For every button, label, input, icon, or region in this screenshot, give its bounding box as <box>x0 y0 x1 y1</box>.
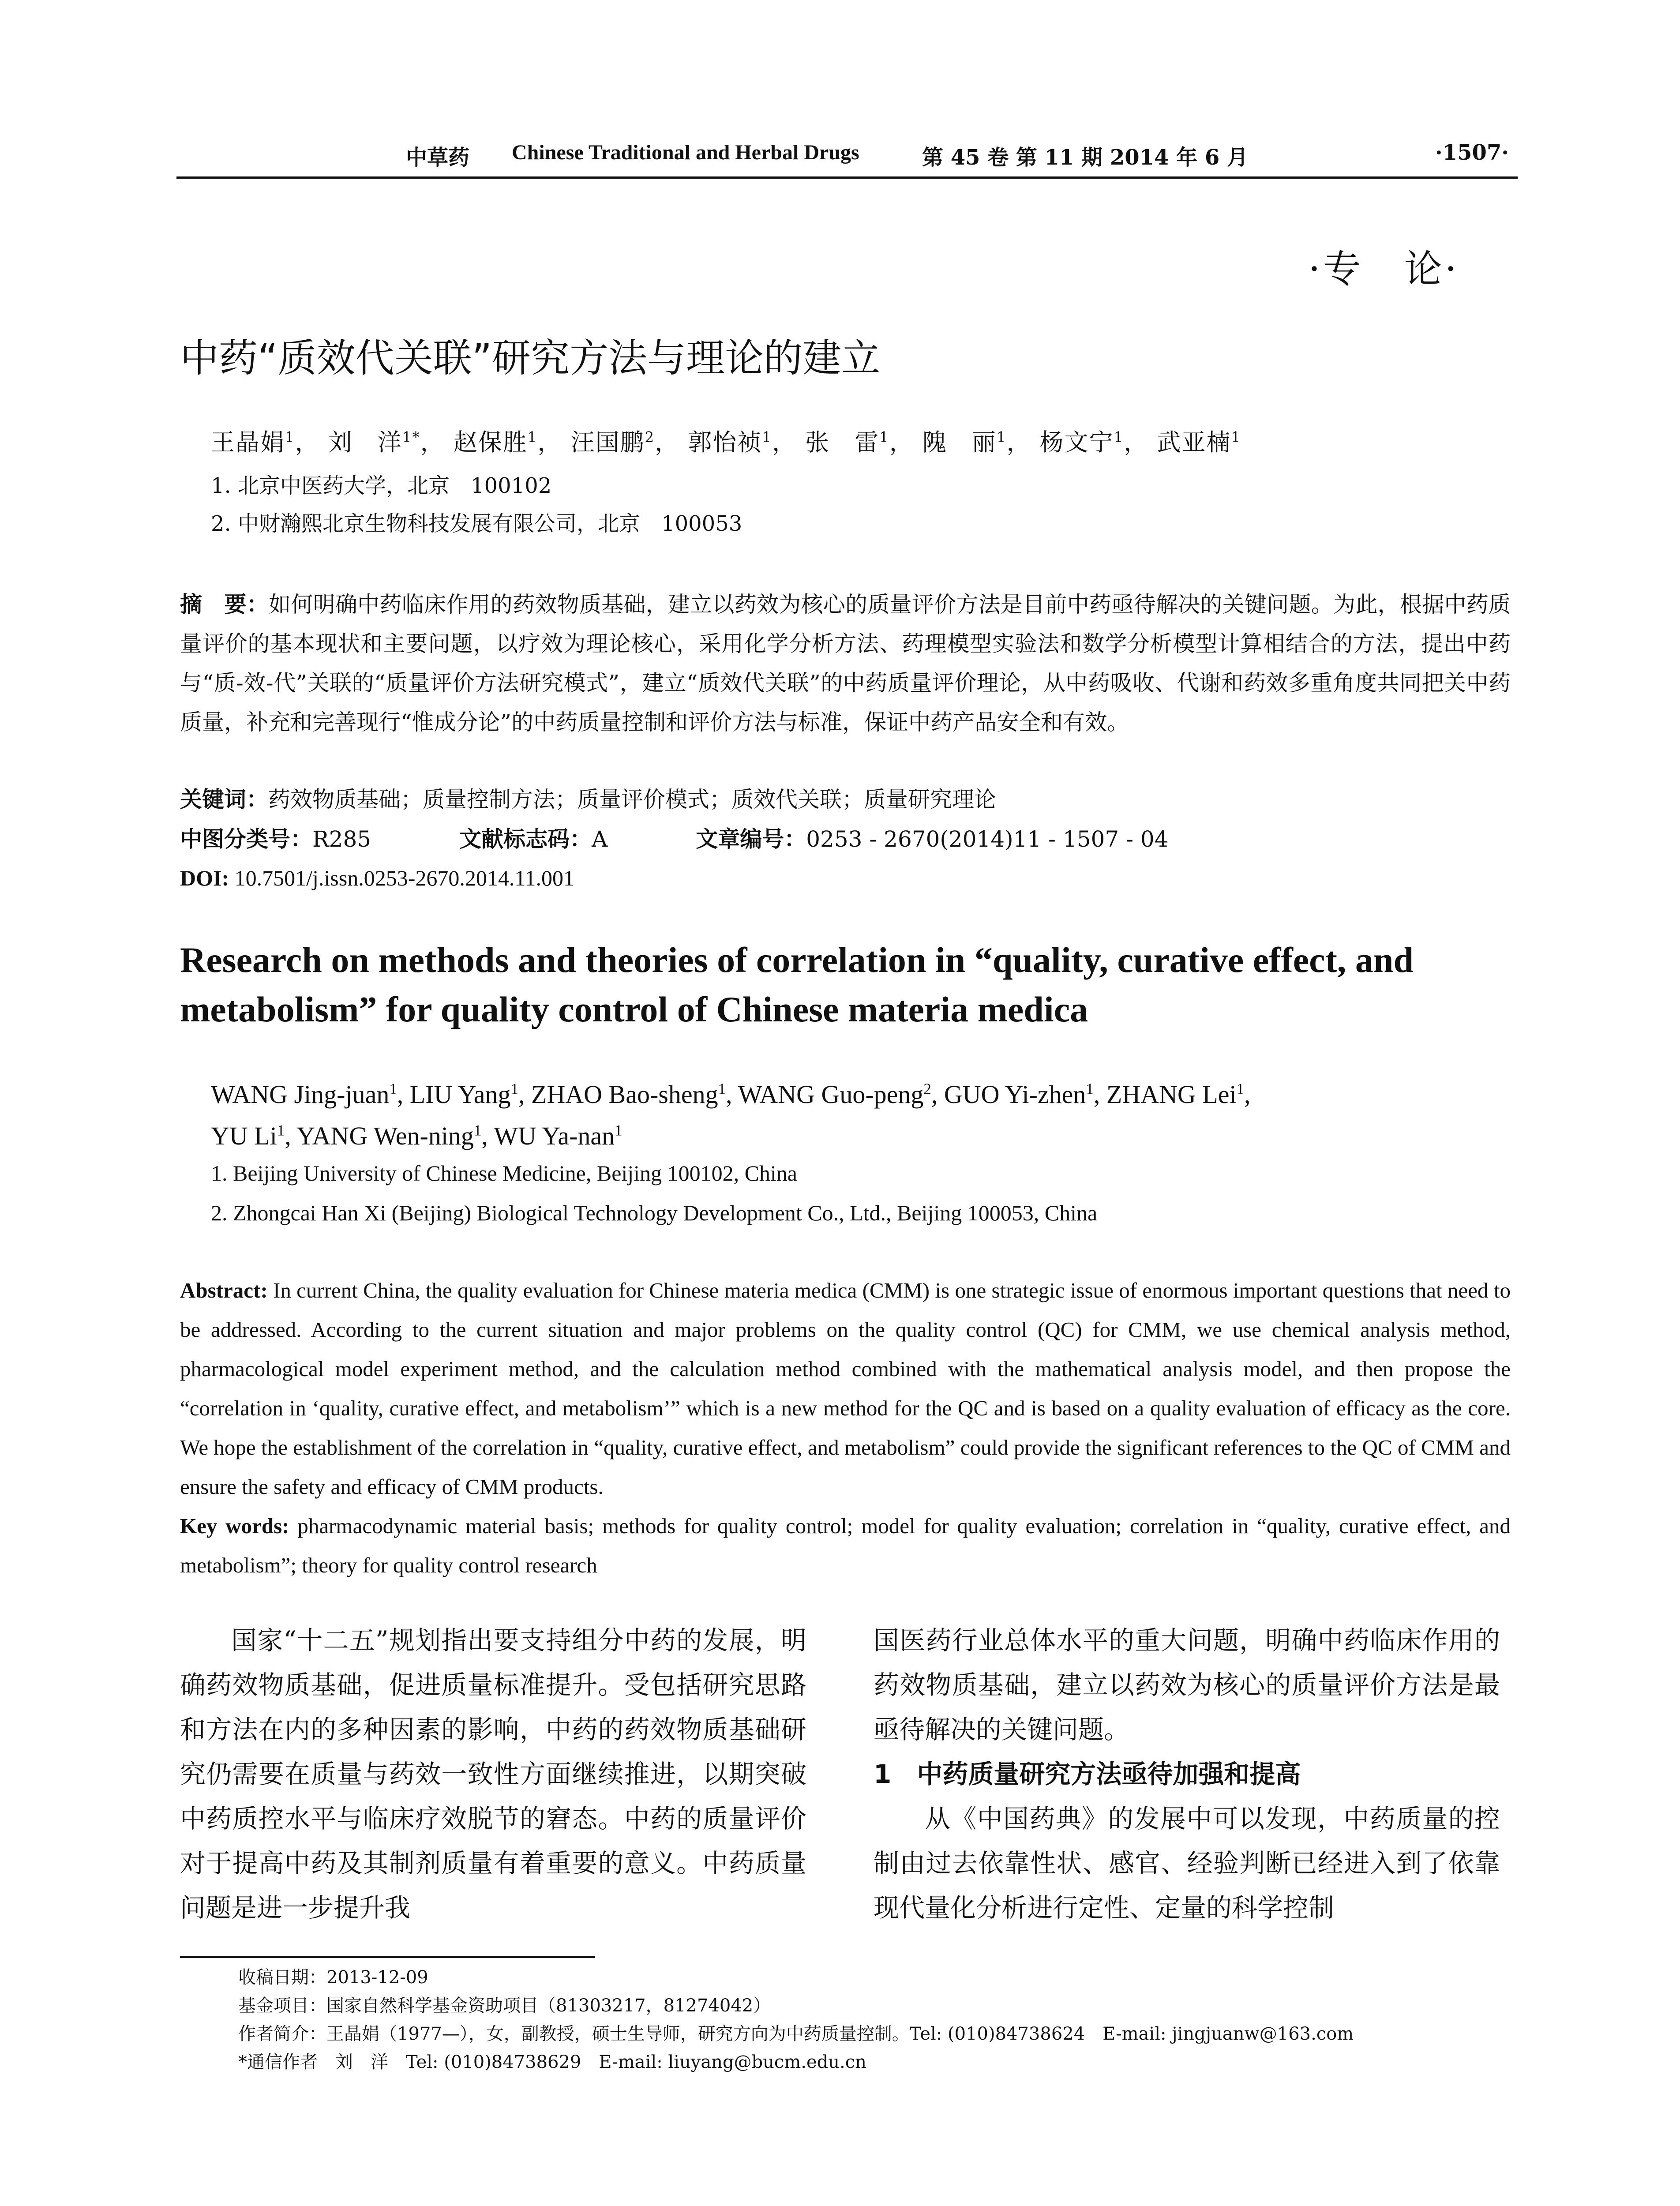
author-sup: 1* <box>402 429 420 446</box>
classification-line <box>180 820 1511 859</box>
header-rule <box>176 176 1518 179</box>
keywords-cn-text: 药效物质基础；质量控制方法；质量评价模式；质效代关联；质量研究理论 <box>268 787 996 812</box>
clc-label: 中图分类号： <box>180 826 312 852</box>
keywords-cn-label: 关键词： <box>180 787 268 812</box>
author-cn: 汪国鹏 <box>570 428 645 456</box>
author-sup: 1 <box>473 1122 482 1139</box>
running-header <box>176 140 1518 176</box>
article-no-value: 0253 - 2670(2014)11 - 1507 - 04 <box>806 826 1169 852</box>
affiliation-cn: 1. 北京中医药大学，北京 100102 <box>211 473 552 498</box>
column-tag: ·专 论· <box>1308 247 1459 291</box>
author-sup: 1 <box>1231 429 1241 446</box>
doc-code-value: A <box>592 826 608 852</box>
doi-line <box>180 859 1511 898</box>
journal-name: Chinese Traditional and Herbal Drugs <box>512 141 859 164</box>
author-sup: 1 <box>277 1122 285 1139</box>
keywords-en <box>180 1506 1511 1585</box>
footnote-rule <box>180 1956 595 1958</box>
author-cn: 刘 洋 <box>328 428 402 456</box>
body-column-right <box>874 1618 1500 1930</box>
author-en: GUO Yi-zhen <box>944 1080 1086 1109</box>
author-en: LIU Yang <box>409 1080 511 1109</box>
affiliation-en: 2. Zhongcai Han Xi (Beijing) Biological Technology Development Co., Ltd., Beijing 100053, China <box>211 1201 1098 1225</box>
author-sup: 2 <box>923 1080 931 1098</box>
author-sup: 1 <box>718 1080 726 1098</box>
keywords-cn <box>180 780 1511 819</box>
footnote-received: 收稿日期：2013-12-09 <box>238 1967 428 1988</box>
author-sup: 1 <box>615 1122 622 1139</box>
keywords-en-label: Key words: <box>180 1514 289 1538</box>
clc-value: R285 <box>312 826 371 852</box>
abstract-en-text: In current China, the quality evaluation for Chinese materia medica (CMM) is one strategic issue of enormous important questions that need to be addressed. According to the current situation and major problems on the quality control (QC) for CMM, we use chemical analysis method, pharmacological model experiment method, and the calculation method combined with the mathematical analysis model, and then propose the “correlation in ‘quality, curative effect, and metabolism’” which is a new method for the QC and is based on a quality evaluation of efficacy as the core. We hope the establishment of the correlation in “quality, curative effect, and metabolism” could provide the significant references to the QC of CMM and ensure the safety and efficacy of CMM products. <box>180 1278 1511 1499</box>
author-sup: 1 <box>1086 1080 1094 1098</box>
body-paragraph: 国家“十二五”规划指出要支持组分中药的发展，明确药效物质基础，促进质量标准提升。受包括研究思路和方法在内的多种因素的影响，中药的药效物质基础研究仍需要在质量与药效一致性方面继续推进，以期突破中药质控水平与临床疗效脱节的窘态。中药的质量评价对于提高中药及其制剂质量有着重要的意义。中药质量问题是进一步提升我 <box>180 1625 806 1923</box>
footnote-fund: 基金项目：国家自然科学基金资助项目（81303217，81274042） <box>238 1996 771 2016</box>
abstract-en-label: Abstract: <box>180 1278 268 1302</box>
page-number: ·1507· <box>1435 140 1509 165</box>
author-en: ZHAO Bao-sheng <box>531 1080 718 1109</box>
author-sup: 2 <box>645 429 655 446</box>
body-paragraph: 国医药行业总体水平的重大问题，明确中药临床作用的药效物质基础，建立以药效为核心的质量评价方法是最亟待解决的关键问题。 <box>874 1625 1500 1745</box>
author-sup: 1 <box>510 1080 518 1098</box>
author-sup: 1 <box>1236 1080 1244 1098</box>
footnote-corresponding: *通信作者 刘 洋 Tel: (010)84738629 E-mail: liuyang@bucm.edu.cn <box>238 2052 866 2072</box>
author-cn: 赵保胜 <box>453 428 528 456</box>
author-en: YU Li <box>211 1122 277 1150</box>
author-en: WU Ya-nan <box>494 1122 615 1150</box>
author-en: ZHANG Lei <box>1106 1080 1237 1109</box>
doi-value: 10.7501/j.issn.0253-2670.2014.11.001 <box>234 866 574 890</box>
author-en: YANG Wen-ning <box>296 1122 474 1150</box>
doc-code-label: 文献标志码： <box>459 826 592 852</box>
abstract-cn <box>180 585 1511 742</box>
abstract-cn-label: 摘 要： <box>180 592 269 617</box>
title-en: Research on methods and theories of correlation in “quality, curative effect, and metabolism” for quality control of Chinese materia medica <box>180 940 1414 1029</box>
author-cn: 王晶娟 <box>211 428 285 456</box>
footnote-author: 作者简介：王晶娟（1977—），女，副教授，硕士生导师，研究方向为中药质量控制。Tel: (010)84738624 E-mail: jingjuanw@163.com <box>238 2024 1354 2044</box>
author-cn: 张 雷 <box>805 428 880 456</box>
issue-info: 第 45 卷 第 11 期 2014 年 6 月 <box>922 145 1248 170</box>
author-sup: 1 <box>762 429 772 446</box>
affiliation-cn: 2. 中财瀚熙北京生物科技发展有限公司，北京 100053 <box>211 511 742 536</box>
author-sup: 1 <box>389 1080 397 1098</box>
journal-logo: 中草药 <box>406 145 470 170</box>
author-cn: 杨文宁 <box>1039 428 1114 456</box>
author-en: WANG Guo-peng <box>738 1080 924 1109</box>
author-sup: 1 <box>285 429 295 446</box>
author-cn: 郭怡祯 <box>688 428 762 456</box>
body-paragraph: 从《中国药典》的发展中可以发现，中药质量的控制由过去依靠性状、感官、经验判断已经进入到了依靠现代量化分析进行定性、定量的科学控制 <box>874 1804 1500 1923</box>
author-sup: 1 <box>996 429 1007 446</box>
body-column-left <box>180 1618 806 1930</box>
abstract-en <box>180 1271 1511 1506</box>
article-no-label: 文章编号： <box>696 826 806 852</box>
affiliation-en: 1. Beijing University of Chinese Medicine, Beijing 100102, China <box>211 1161 798 1186</box>
doi-label: DOI: <box>180 866 229 890</box>
author-cn: 隗 丽 <box>922 428 997 456</box>
section-heading: 1 中药质量研究方法亟待加强和提高 <box>874 1759 1301 1789</box>
authors-en: WANG Jing-juan$^1$, LIU Yang$^1$, ZHAO Bao-sheng$^1$, WANG Guo-peng$^2$, GUO Yi-zhen$^1$, ZHANG Lei$^1$, YU Li$^1$, YANG Wen-ning$^1$, WU Ya-nan$^1$ <box>211 1080 1251 1150</box>
authors-cn: 王晶娟$^1$， 刘 洋$^{1*}$， 赵保胜$^1$， 汪国鹏$^2$， 郭怡祯$^1$， 张 雷$^1$， 隗 丽$^1$， 杨文宁$^1$， 武亚楠$^1$ <box>211 428 1241 456</box>
title-cn: 中药“质效代关联”研究方法与理论的建立 <box>180 335 881 381</box>
author-sup: 1 <box>1114 429 1124 446</box>
abstract-cn-text: 如何明确中药临床作用的药效物质基础，建立以药效为核心的质量评价方法是目前中药亟待解决的关键问题。为此，根据中药质量评价的基本现状和主要问题，以疗效为理论核心，采用化学分析方法、药理模型实验法和数学分析模型计算相结合的方法，提出中药与“质-效-代”关联的“质量评价方法研究模式”，建立“质效代关联”的中药质量评价理论，从中药吸收、代谢和药效多重角度共同把关中药质量，补充和完善现行“惟成分论”的中药质量控制和评价方法与标准，保证中药产品安全和有效。 <box>180 592 1511 735</box>
author-en: WANG Jing-juan <box>211 1080 390 1109</box>
author-sup: 1 <box>879 429 889 446</box>
author-cn: 武亚楠 <box>1157 428 1231 456</box>
keywords-en-text: pharmacodynamic material basis; methods for quality control; model for quality evaluation; correlation in “quality, curative effect, and metabolism”; theory for quality control research <box>180 1514 1511 1577</box>
author-sup: 1 <box>527 429 538 446</box>
